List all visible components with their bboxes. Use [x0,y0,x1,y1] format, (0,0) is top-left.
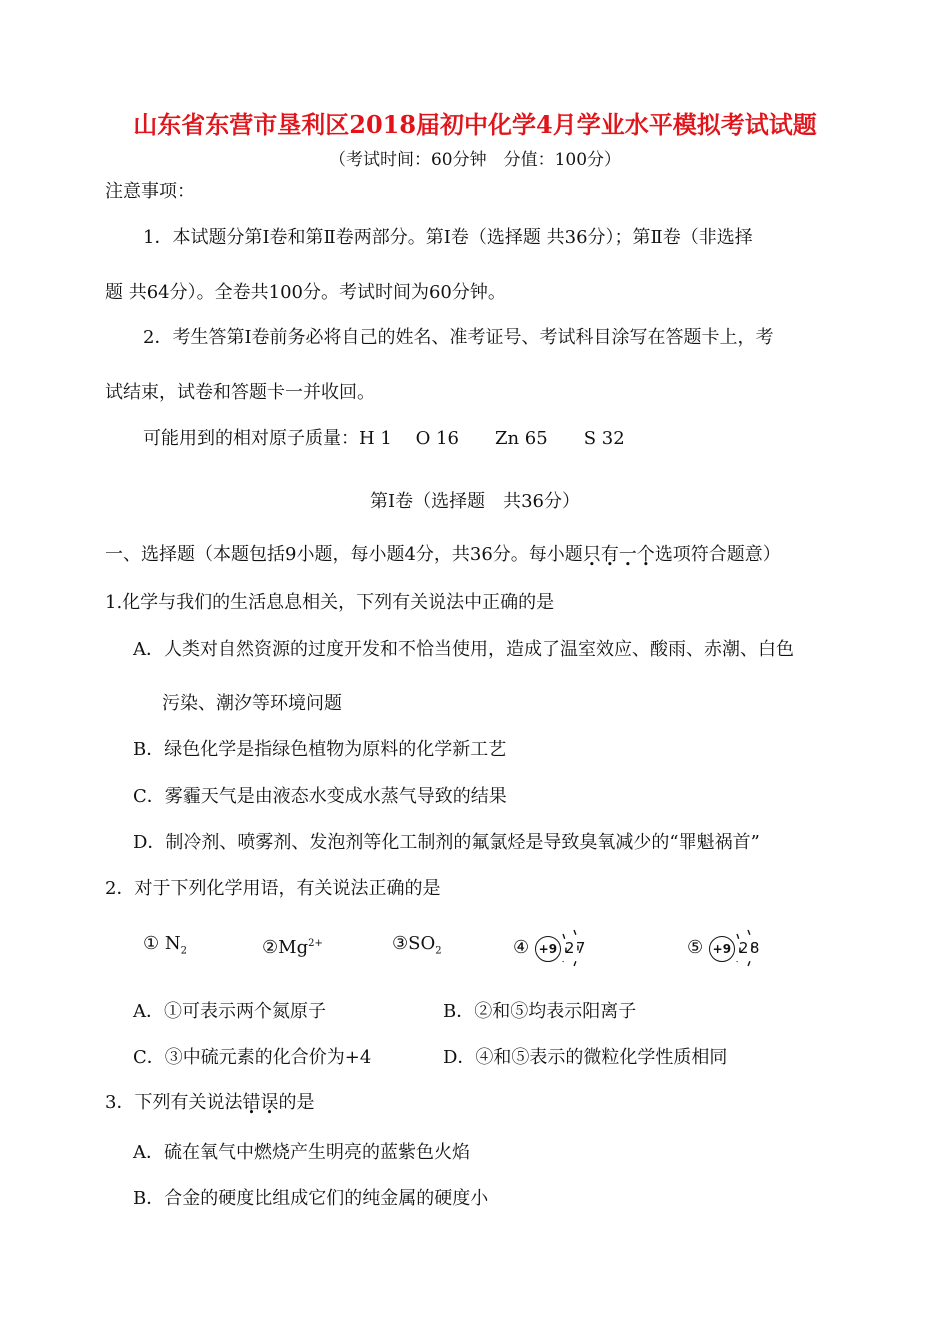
question-2-option-a: A．①可表示两个氮原子 [133,1001,326,1022]
emphasis-char: 只 [582,544,601,565]
symbol-4 [513,928,593,968]
atom-structure-diagram [709,928,767,968]
symbol-5 [687,928,767,968]
question-1-option-c: C．雾霾天气是由液态水变成水蒸气导致的结果 [133,786,507,807]
question-2-option-b: B．②和⑤均表示阳离子 [443,1001,637,1022]
shell-2-electrons: 7 [575,939,586,957]
symbol-subscript: 2 [180,945,187,957]
nucleus: +9 [709,936,735,962]
symbol-subscript: 2 [435,945,442,957]
emphasis-char: 个 [636,544,655,565]
symbol-number: ⑤ [687,937,704,958]
symbol-number: ③ [392,933,409,954]
question-2-option-c: C．③中硫元素的化合价为+4 [133,1047,372,1068]
symbol-2 [262,932,323,960]
section-heading: 第Ⅰ卷（选择题 共36分） [369,491,580,512]
symbol-number: ② [262,937,279,958]
symbol-3 [392,932,442,964]
question-3-option-b: B．合金的硬度比组成它们的纯金属的硬度小 [133,1188,489,1209]
shell-1-electrons: 2 [738,939,749,957]
symbol-number: ④ [513,937,530,958]
symbol-text: N [164,933,181,954]
question-2-option-d: D．④和⑤表示的微粒化学性质相同 [443,1047,728,1068]
question-3-option-a: A．硫在氧气中燃烧产生明亮的蓝紫色火焰 [133,1142,470,1163]
question-1-option-a-line-2: 污染、潮汐等环境问题 [162,693,342,714]
emphasis-char: 有 [600,544,619,565]
exam-info: （考试时间：60分钟 分值：100分） [328,150,622,170]
symbol-number: ① [143,933,160,954]
symbol-1 [143,932,187,964]
notice-item-1-line-2: 题 共64分）。全卷共100分。考试时间为60分钟。 [105,282,506,303]
symbol-superscript: 2+ [308,938,323,949]
page-title: 山东省东营市垦利区2018届初中化学4月学业水平模拟考试试题 [133,110,817,139]
question-3-stem [105,1091,314,1115]
emphasis-char: 一 [618,544,637,565]
notice-item-1-line-1: 1．本试题分第Ⅰ卷和第Ⅱ卷两部分。第Ⅰ卷（选择题 共36分）；第Ⅱ卷（非选择 [143,227,753,248]
question-2-stem: 2．对于下列化学用语，有关说法正确的是 [105,878,441,899]
notice-heading: 注意事项： [105,181,195,202]
symbol-text: Mg [278,937,309,958]
nucleus: +9 [535,936,561,962]
shell-1-electrons: 2 [564,939,575,957]
section-intro [105,543,781,567]
question-1-stem: 1.化学与我们的生活息息相关，下列有关说法中正确的是 [105,592,555,613]
shell-2-electrons: 8 [749,939,760,957]
notice-item-2-line-1: 2．考生答第Ⅰ卷前务必将自己的姓名、准考证号、考试科目涂写在答题卡上，考 [143,327,774,348]
atomic-masses: 可能用到的相对原子质量：H 1 O 16 Zn 65 S 32 [143,428,625,449]
question-1-option-b: B．绿色化学是指绿色植物为原料的化学新工艺 [133,739,507,760]
symbol-text: SO [408,933,436,954]
notice-item-2-line-2: 试结束，试卷和答题卡一并收回。 [105,382,375,403]
section-intro-prefix: 一、选择题（本题包括9小题，每小题4分，共36分。每小题 [105,544,583,565]
section-intro-suffix: 选项符合题意） [654,544,781,565]
question-1-option-a-line-1: A．人类对自然资源的过度开发和不恰当使用，造成了温室效应、酸雨、赤潮、白色 [133,639,794,660]
emphasis-char: 错 [242,1092,261,1113]
emphasis-char: 误 [260,1092,279,1113]
question-1-option-d: D．制冷剂、喷雾剂、发泡剂等化工制剂的氟氯烃是导致臭氧减少的“罪魁祸首” [133,832,760,853]
question-3-stem-prefix: 3．下列有关说法 [105,1092,243,1113]
atom-structure-diagram [535,928,593,968]
question-3-stem-suffix: 的是 [278,1092,315,1113]
